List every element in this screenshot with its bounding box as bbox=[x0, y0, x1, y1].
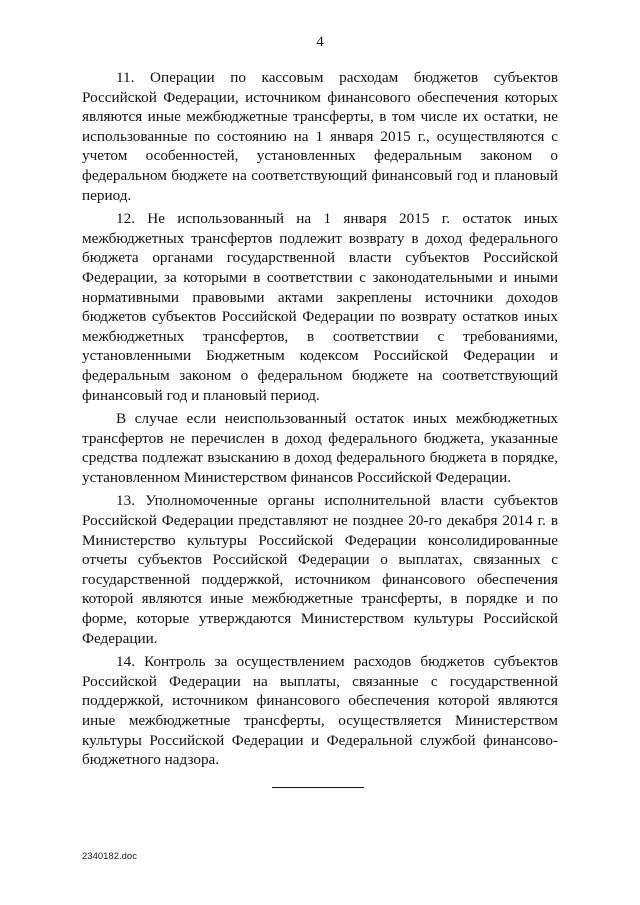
paragraph-13: 13. Уполномоченные органы исполнительной власти субъектов Российской Федерации представляют не позднее 20-го декабря 2014 г. в Министерство культуры Российской Федерации консолидированные отчеты субъектов Российской Федерации о выплатах, связанных с государственной поддержкой, источником финансового обеспечения которой являются иные межбюджетные трансферты, в порядке и по форме, которые утверждаются Министерством культуры Российской Федерации. bbox=[82, 492, 558, 647]
document-body bbox=[82, 68, 558, 774]
end-separator-line bbox=[272, 787, 364, 788]
paragraph-14: 14. Контроль за осуществлением расходов бюджетов субъектов Российской Федерации на выплаты, связанные с государственной поддержкой, источником финансового обеспечения которой являются иные межбюджетные трансферты, осуществляется Министерством культуры Российской Федерации и Федеральной службой финансово-бюджетного надзора. bbox=[82, 653, 558, 769]
page-number: 4 bbox=[316, 34, 324, 50]
paragraph-12: 12. Не использованный на 1 января 2015 г. остаток иных межбюджетных трансфертов подлежит возврату в доход федерального бюджета органами государственной власти субъектов Российской Федерации, за которыми в соответствии с законодательными и иными нормативными правовыми актами закреплены источники доходов бюджетов субъектов Российской Федерации по возврату остатков иных межбюджетных трансфертов, в соответствии с требованиями, установленными Бюджетным кодексом Российской Федерации и федеральным законом о федеральном бюджете на соответствующий финансовый год и плановый период. bbox=[82, 210, 558, 404]
paragraph-11: 11. Операции по кассовым расходам бюджетов субъектов Российской Федерации, источником финансового обеспечения которых являются иные межбюджетные трансферты, в том числе их остатки, не использованные по состоянию на 1 января 2015 г., осуществляются с учетом особенностей, установленных федеральным законом о федеральном бюджете на соответствующий финансовый год и плановый период. bbox=[82, 69, 558, 204]
paragraph-12-continuation: В случае если неиспользованный остаток иных межбюджетных трансфертов не перечислен в доход федерального бюджета, указанные средства подлежат взысканию в доход федерального бюджета в порядке, установленном Министерством финансов Российской Федерации. bbox=[82, 410, 558, 486]
footer-filename: 2340182.doc bbox=[82, 851, 137, 862]
